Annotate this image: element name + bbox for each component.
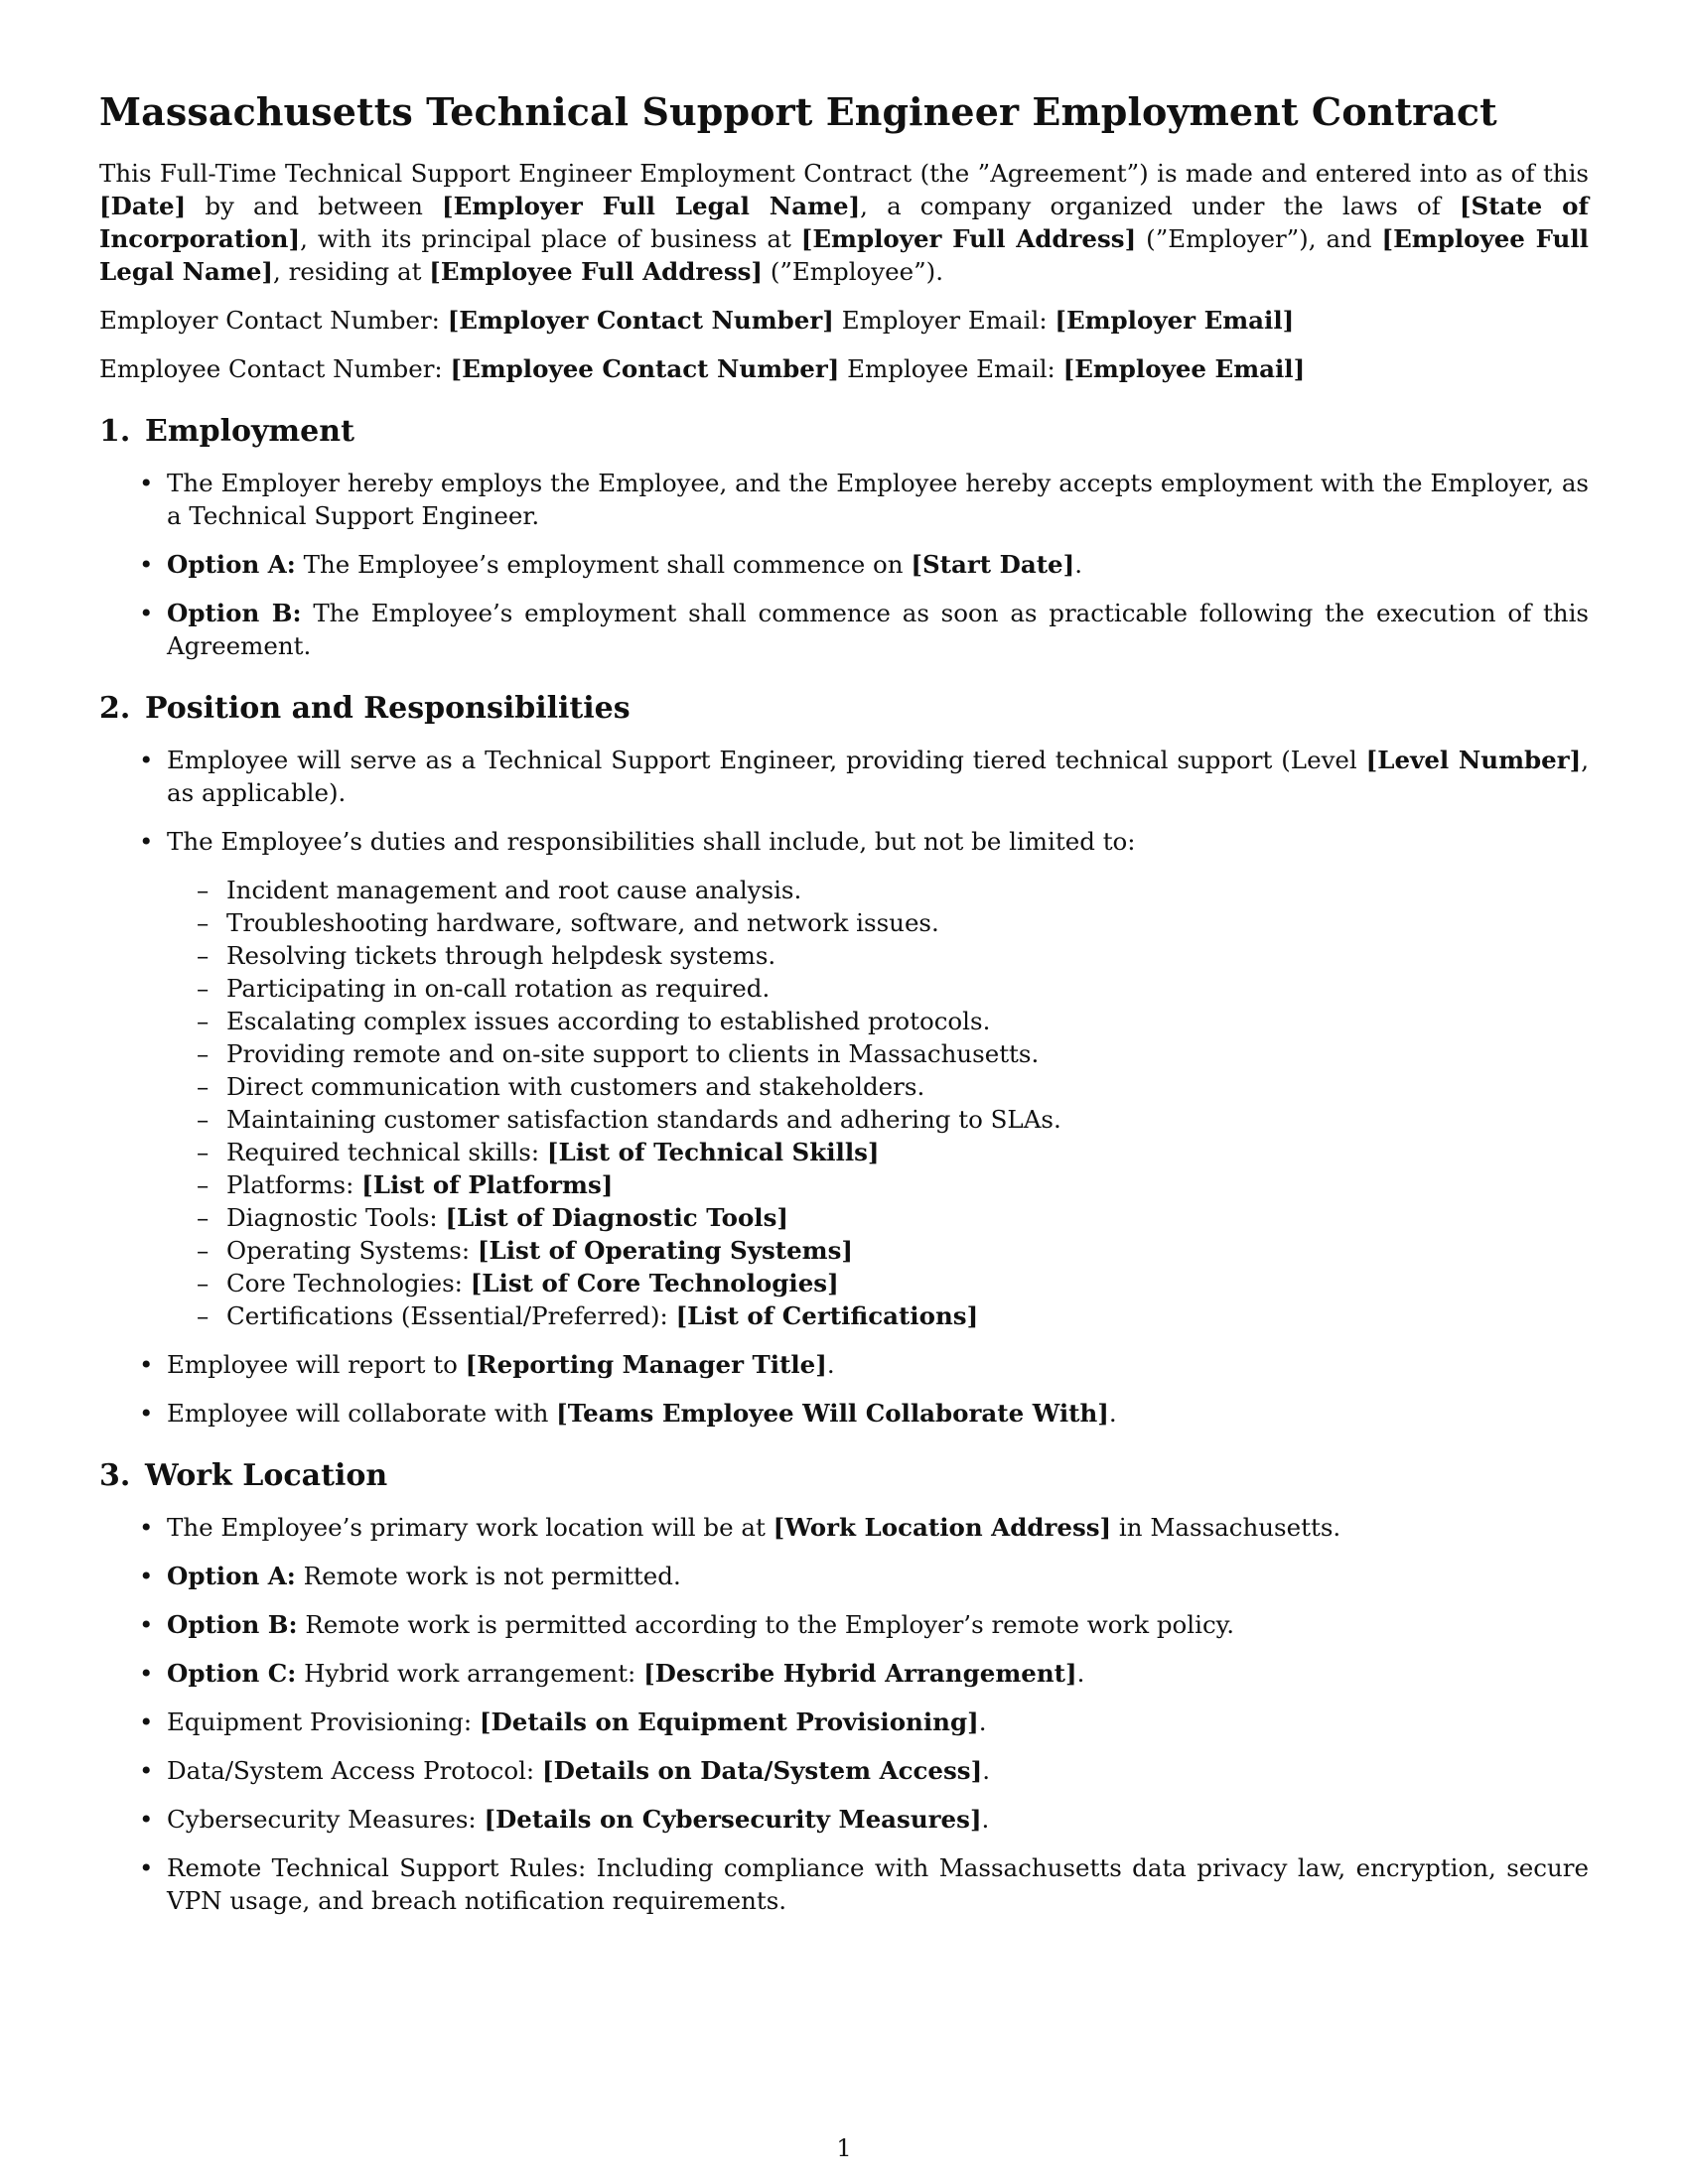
duty-field-item: [167, 1136, 1589, 1168]
list-item: [99, 1397, 1589, 1430]
list-item: [99, 744, 1589, 809]
section-number: 3.: [99, 1458, 131, 1493]
duty-item: – Participating in on-call rotation as required.: [167, 972, 1589, 1005]
field-label: Platforms:: [226, 1170, 362, 1199]
section-heading-position: [99, 690, 1589, 728]
field-label: Operating Systems:: [226, 1236, 478, 1265]
cybersecurity-measures-field: [Details on Cybersecurity Measures]: [484, 1805, 982, 1834]
employer-name-field: [Employer Full Legal Name]: [442, 192, 861, 220]
item-text: .: [981, 1805, 990, 1834]
employee-name-field: [Employee Full Legal Name]: [99, 224, 1589, 286]
date-field: [Date]: [99, 192, 187, 220]
document-page: [99, 89, 1589, 1933]
duty-field-item: [167, 1201, 1589, 1234]
collaborating-teams-field: [Teams Employee Will Collaborate With]: [556, 1399, 1109, 1428]
item-text: Remote work is permitted according to the Employer’s remote work policy.: [297, 1610, 1235, 1639]
intro-text: This Full-Time Technical Support Engineer Employment Contract (the ”Agreement”) is made and entered into as of this: [99, 159, 1589, 188]
duty-item: – Incident management and root cause analysis.: [167, 874, 1589, 906]
intro-paragraph: [99, 157, 1589, 288]
option-label: Option A:: [167, 1562, 296, 1590]
item-text: .: [826, 1350, 835, 1379]
data-access-field: [Details on Data/System Access]: [541, 1756, 983, 1785]
item-text: .: [1074, 550, 1083, 579]
list-item: [99, 1706, 1589, 1738]
duty-item: – Troubleshooting hardware, software, and network issues.: [167, 906, 1589, 939]
list-item: [99, 1754, 1589, 1787]
item-text: Equipment Provisioning:: [167, 1707, 480, 1736]
duty-item: – Maintaining customer satisfaction standards and adhering to SLAs.: [167, 1103, 1589, 1136]
item-text: .: [1076, 1659, 1085, 1688]
contact-label: Employee Contact Number:: [99, 354, 451, 383]
option-label: Option A:: [167, 550, 296, 579]
section-heading-employment: [99, 413, 1589, 451]
employee-contact-number-field: [Employee Contact Number]: [450, 354, 840, 383]
equipment-provisioning-field: [Details on Equipment Provisioning]: [479, 1707, 979, 1736]
item-text: The Employee’s employment shall commence on: [295, 550, 912, 579]
list-item: [99, 1803, 1589, 1836]
intro-text: , residing at: [273, 257, 430, 286]
intro-text: by and between: [186, 192, 443, 220]
section-title: Position and Responsibilities: [145, 691, 631, 726]
reporting-manager-field: [Reporting Manager Title]: [465, 1350, 827, 1379]
level-number-field: [Level Number]: [1365, 746, 1582, 774]
section-number: 2.: [99, 691, 131, 726]
list-item: [99, 1348, 1589, 1381]
duty-field-item: [167, 1234, 1589, 1267]
item-text: Employee will serve as a Technical Support Engineer, providing tiered technical support (Level: [167, 746, 1366, 774]
contact-label: Employee Email:: [839, 354, 1063, 383]
certifications-field: [List of Certifications]: [675, 1301, 979, 1330]
item-text: .: [978, 1707, 987, 1736]
document-title: Massachusetts Technical Support Engineer Employment Contract: [99, 89, 1497, 134]
core-technologies-field: [List of Core Technologies]: [470, 1269, 839, 1297]
list-item: [99, 1511, 1589, 1544]
duty-field-item: [167, 1168, 1589, 1201]
duty-item: – Escalating complex issues according to established protocols.: [167, 1005, 1589, 1037]
list-item: • Remote Technical Support Rules: Including compliance with Massachusetts data privacy law, encryption, secure VPN usage, and breach notification requirements.: [99, 1851, 1589, 1917]
intro-text: (”Employee”).: [763, 257, 943, 286]
item-text: .: [982, 1756, 990, 1785]
start-date-field: [Start Date]: [911, 550, 1075, 579]
list-item: • The Employer hereby employs the Employee, and the Employee hereby accepts employment with the Employer, as a Technical Support Engineer.: [99, 467, 1589, 532]
field-label: Certifications (Essential/Preferred):: [226, 1301, 676, 1330]
item-text: Data/System Access Protocol:: [167, 1756, 542, 1785]
state-field: [State of Incorporation]: [99, 192, 1589, 253]
duty-field-item: [167, 1267, 1589, 1299]
option-label: Option C:: [167, 1659, 297, 1688]
list-item: [99, 825, 1589, 1332]
item-text: The Employee’s duties and responsibilities shall include, but not be limited to:: [167, 827, 1136, 856]
duties-list: [167, 874, 1589, 1332]
employee-email-field: [Employee Email]: [1062, 354, 1306, 383]
field-label: Core Technologies:: [226, 1269, 471, 1297]
item-text: Cybersecurity Measures:: [167, 1805, 485, 1834]
list-item: [99, 597, 1589, 662]
option-label: Option B:: [167, 1610, 298, 1639]
section-title: Employment: [145, 414, 354, 449]
hybrid-arrangement-field: [Describe Hybrid Arrangement]: [643, 1659, 1077, 1688]
work-location-list: [99, 1511, 1589, 1917]
diagnostic-tools-field: [List of Diagnostic Tools]: [445, 1203, 789, 1232]
intro-text: , a company organized under the laws of: [860, 192, 1460, 220]
list-item: [99, 1657, 1589, 1690]
section-heading-work-location: [99, 1457, 1589, 1495]
intro-text: (”Employer”), and: [1136, 224, 1382, 253]
employee-contact-line: [99, 352, 1589, 385]
duty-item: – Providing remote and on-site support to clients in Massachusetts.: [167, 1037, 1589, 1070]
duty-field-item: [167, 1299, 1589, 1332]
contact-label: Employer Email:: [833, 306, 1055, 335]
employer-address-field: [Employer Full Address]: [800, 224, 1137, 253]
item-text: Remote work is not permitted.: [295, 1562, 681, 1590]
item-text: , as applicable).: [167, 746, 1590, 807]
section-title: Work Location: [145, 1458, 388, 1493]
employment-list: [99, 467, 1589, 662]
duty-item: – Direct communication with customers and stakeholders.: [167, 1070, 1589, 1103]
item-text: Employee will report to: [167, 1350, 466, 1379]
work-location-address-field: [Work Location Address]: [773, 1513, 1112, 1542]
option-label: Option B:: [167, 599, 302, 627]
employer-contact-line: [99, 304, 1589, 337]
section-number: 1.: [99, 414, 131, 449]
employer-email-field: [Employer Email]: [1055, 306, 1295, 335]
contact-label: Employer Contact Number:: [99, 306, 448, 335]
page-number: 1: [836, 2134, 852, 2162]
position-list: [99, 744, 1589, 1430]
field-label: Diagnostic Tools:: [226, 1203, 446, 1232]
employer-contact-number-field: [Employer Contact Number]: [447, 306, 834, 335]
item-text: Employee will collaborate with: [167, 1399, 557, 1428]
list-item: [99, 548, 1589, 581]
operating-systems-field: [List of Operating Systems]: [477, 1236, 853, 1265]
item-text: The Employee’s employment shall commence as soon as practicable following the execution of this Agreement.: [167, 599, 1589, 660]
item-text: .: [1108, 1399, 1117, 1428]
intro-text: , with its principal place of business at: [300, 224, 801, 253]
list-item: [99, 1608, 1589, 1641]
platforms-field: [List of Platforms]: [361, 1170, 614, 1199]
duty-item: – Resolving tickets through helpdesk systems.: [167, 939, 1589, 972]
field-label: Required technical skills:: [226, 1138, 547, 1166]
employee-address-field: [Employee Full Address]: [429, 257, 764, 286]
item-text: Hybrid work arrangement:: [296, 1659, 644, 1688]
list-item: [99, 1560, 1589, 1592]
item-text: in Massachusetts.: [1111, 1513, 1341, 1542]
item-text: The Employee’s primary work location will be at: [167, 1513, 774, 1542]
technical-skills-field: [List of Technical Skills]: [546, 1138, 880, 1166]
